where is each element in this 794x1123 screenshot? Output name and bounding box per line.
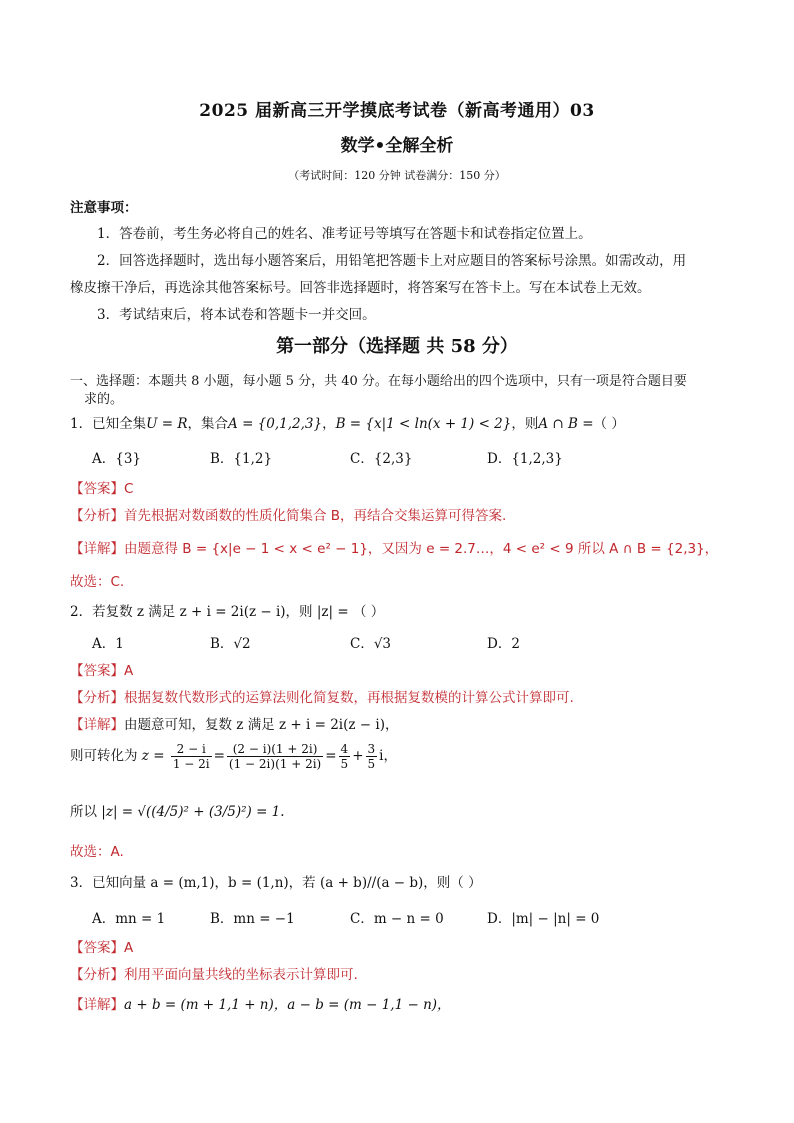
q2-detail-line (70, 713, 398, 733)
q1-detail-line (70, 537, 718, 557)
q2-conversion: 则可转化为 z = $\frac{2 - i}{1 - 2i}$ = $\frac{(2 - i)(1 + 2i)}{(1 - 2i)(1 + 2i)}$ = $\frac{4}{5}$ + $\frac{3}{5}$ i， (70, 742, 397, 771)
q1-paren: （ ） (593, 416, 625, 432)
q2-detail-tag: 【详解】 (70, 717, 124, 733)
q3-detail-tag: 【详解】 (70, 997, 124, 1013)
q2-option-c: C．√3 (350, 636, 392, 652)
q2-modulus-expr: |z| = √((4/5)² + (3/5)²) = 1. (101, 804, 285, 820)
q2-option-b: B．√2 (210, 636, 251, 652)
section-title: 第一部分（选择题 共 58 分） (276, 336, 518, 357)
q3-analysis: 利用平面向量共线的坐标表示计算即可. (124, 967, 358, 983)
q1-option-c: C．{2,3} (350, 451, 413, 467)
q3-stem: 3．已知向量 a = (m,1)，b = (1,n)，若 (a + b)//(a − b)，则（ ） (70, 875, 482, 891)
q2-convert-z: z = (141, 748, 165, 764)
page-subtitle: 数学•全解全析 (340, 136, 454, 156)
q1-stem-c: ， (322, 416, 336, 432)
q3-answer-tag: 【答案】 (70, 940, 124, 956)
q3-detail: a + b = (m + 1,1 + n)，a − b = (m − 1,1 − n)， (124, 997, 451, 1013)
q1-detail: 由题意得 B = {x|e − 1 < x < e² − 1}，又因为 e = 2.7…，4 < e² < 9 所以 A ∩ B = {2,3}， (124, 541, 719, 557)
section-intro-cont: 求的。 (84, 392, 124, 407)
notice-title: 注意事项： (70, 200, 138, 216)
q1-set-a: A = {0,1,2,3} (228, 416, 323, 432)
q2-fraction-4: $\frac{3}{5}$ (367, 742, 376, 771)
q2-answer-tag: 【答案】 (70, 663, 124, 679)
q1-analysis: 首先根据对数函数的性质化简集合 B，再结合交集运算可得答案. (124, 508, 507, 524)
notice-item-2: 2．回答选择题时，选出每小题答案后，用铅笔把答题卡上对应题目的答案标号涂黑。如需改动，用 (97, 253, 687, 269)
q3-answer-line (70, 936, 133, 956)
q3-option-c: C．m − n = 0 (350, 911, 444, 927)
q2-answer: A (124, 663, 134, 679)
q2-answer-line (70, 659, 133, 679)
q2-fraction-2: $\frac{(2 - i)(1 + 2i)}{(1 - 2i)(1 + 2i)}$ (228, 742, 322, 771)
q1-answer-line (70, 477, 133, 497)
q3-analysis-tag: 【分析】 (70, 967, 124, 983)
q1-stem-b: ，集合 (187, 416, 229, 432)
q1-analysis-line (70, 504, 506, 524)
q1-option-b: B．{1,2} (210, 451, 273, 467)
q1-analysis-tag: 【分析】 (70, 508, 124, 524)
q1-answer: C (124, 481, 134, 497)
q2-detail: 由题意可知，复数 z 满足 z + i = 2i(z − i)， (124, 717, 399, 733)
q2-choose: 故选：A. (70, 844, 124, 860)
q1-option-d: D．{1,2,3} (487, 451, 563, 467)
q3-option-d: D．|m| − |n| = 0 (487, 911, 600, 927)
q3-detail-line (70, 993, 451, 1013)
q1-detail-tag: 【详解】 (70, 541, 124, 557)
q2-fraction-1: $\frac{2 - i}{1 - 2i}$ (172, 742, 210, 771)
q1-set-b: B = {x|1 < ln(x + 1) < 2} (335, 416, 512, 432)
q1-answer-tag: 【答案】 (70, 481, 124, 497)
q1-option-a: A．{3} (92, 451, 142, 467)
q2-option-d: D．2 (487, 636, 520, 652)
q1-stem-a: 1．已知全集 (70, 416, 147, 432)
q1-stem (70, 412, 625, 432)
q2-convert-prefix: 则可转化为 (70, 748, 138, 764)
notice-item-3: 3．考试结束后，将本试卷和答题卡一并交回。 (97, 307, 376, 323)
q1-choose: 故选：C. (70, 574, 125, 590)
notice-item-1: 1．答卷前，考生务必将自己的姓名、准考证号等填写在答题卡和试卷指定位置上。 (97, 226, 592, 242)
q2-analysis: 根据复数代数形式的运算法则化简复数，再根据复数模的计算公式计算即可. (124, 690, 574, 706)
q2-fraction-3: $\frac{4}{5}$ (340, 742, 349, 771)
q3-answer: A (124, 940, 134, 956)
q3-option-a: A．mn = 1 (92, 911, 166, 927)
q2-modulus (70, 800, 285, 820)
section-intro: 一、选择题：本题共 8 小题，每小题 5 分，共 40 分。在每小题给出的四个选项中，只有一项是符合题目要 (70, 374, 687, 389)
q3-analysis-line (70, 963, 358, 983)
q3-option-b: B．mn = −1 (210, 911, 295, 927)
q2-analysis-line (70, 686, 574, 706)
q2-modulus-prefix: 所以 (70, 804, 97, 820)
q1-stem-d: ，则 (511, 416, 539, 432)
page-title: 2025 届新高三开学摸底考试卷（新高考通用）03 (199, 101, 595, 121)
q2-stem: 2．若复数 z 满足 z + i = 2i(z − i)，则 |z| = （ ） (70, 604, 385, 620)
notice-item-2-cont: 橡皮擦干净后，再选涂其他答案标号。回答非选择题时，将答案写在答卡上。写在本试卷上无效。 (70, 280, 651, 296)
exam-meta: （考试时间：120 分钟 试卷满分：150 分） (288, 169, 506, 182)
q1-intersection: A ∩ B = (538, 416, 594, 432)
q1-universal-set: U = R (146, 416, 188, 432)
q2-option-a: A．1 (92, 636, 124, 652)
q2-analysis-tag: 【分析】 (70, 690, 124, 706)
